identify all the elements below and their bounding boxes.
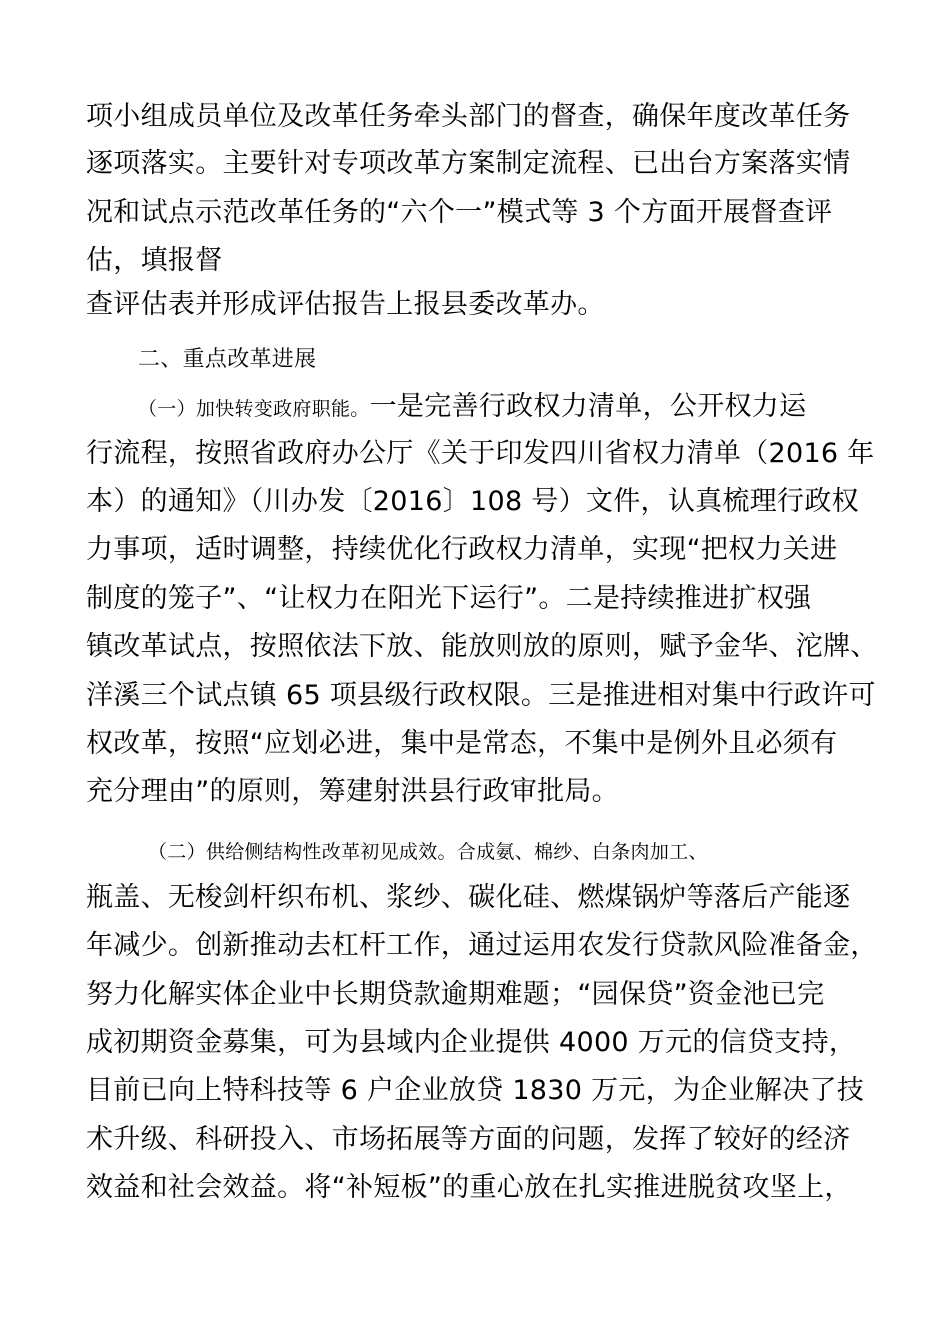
intro-line-3: 况和试点示范改革任务的“六个一”模式等 3 个方面开展督查评	[86, 197, 833, 228]
paragraph-one-line-5: 制度的笼子”、“让权力在阳光下运行”。二是持续推进扩权强	[86, 583, 812, 614]
paragraph-two-line-3: 年减少。创新推动去杠杆工作，通过运用农发行贷款风险准备金，	[86, 930, 878, 961]
paragraph-one-line-8: 权改革，按照“应划必进，集中是常态，不集中是例外且必须有	[86, 728, 838, 759]
paragraph-two-label: （二）供给侧结构性改革初见成效。	[148, 841, 457, 863]
paragraph-one-line-9: 充分理由”的原则，筹建射洪县行政审批局。	[86, 776, 619, 807]
paragraph-one-line-7: 洋溪三个试点镇 65 项县级行政权限。三是推进相对集中行政许可	[86, 680, 876, 711]
intro-line-1: 项小组成员单位及改革任务牵头部门的督查，确保年度改革任务	[86, 101, 851, 132]
paragraph-one-line-2: 行流程，按照省政府办公厅《关于印发四川省权力清单（2016 年	[86, 438, 875, 469]
intro-line-2: 逐项落实。主要针对专项改革方案制定流程、已出台方案落实情	[86, 148, 851, 179]
paragraph-two-line-4: 努力化解实体企业中长期贷款逾期难题；“园保贷”资金池已完	[86, 979, 825, 1010]
paragraph-two-line-1-text: 合成氨、棉纱、白条肉加工、	[456, 841, 708, 863]
paragraph-two-line-2: 瓶盖、无梭剑杆织布机、浆纱、碳化硅、燃煤锅炉等落后产能逐	[86, 882, 851, 913]
paragraph-one-line-4: 力事项，适时调整，持续优化行政权力清单，实现“把权力关进	[86, 534, 838, 565]
intro-line-5: 查评估表并形成评估报告上报县委改革办。	[86, 289, 605, 320]
section-heading: 二、重点改革进展	[138, 347, 317, 372]
paragraph-one-line-3: 本）的通知》（川办发〔2016〕108 号）文件，认真梳理行政权	[86, 486, 859, 517]
paragraph-two-line-7: 术升级、科研投入、市场拓展等方面的问题，发挥了较好的经济	[86, 1124, 851, 1155]
paragraph-two-line-6: 目前已向上特科技等 6 户企业放贷 1830 万元，为企业解决了技	[86, 1075, 865, 1106]
paragraph-one-line-1	[138, 391, 806, 425]
paragraph-two-line-5: 成初期资金募集，可为县域内企业提供 4000 万元的信贷支持，	[86, 1027, 857, 1058]
paragraph-one-line-6: 镇改革试点，按照依法下放、能放则放的原则，赋予金华、沱牌、	[86, 631, 878, 662]
paragraph-one-line-1-text: 一是完善行政权力清单，公开权力运	[369, 391, 807, 422]
paragraph-one-label: （一）加快转变政府职能。	[138, 398, 370, 420]
paragraph-two-line-1	[148, 834, 708, 868]
paragraph-two-line-8: 效益和社会效益。将“补短板”的重心放在扎实推进脱贫攻坚上，	[86, 1172, 852, 1203]
intro-line-4: 估，填报督	[86, 245, 223, 276]
